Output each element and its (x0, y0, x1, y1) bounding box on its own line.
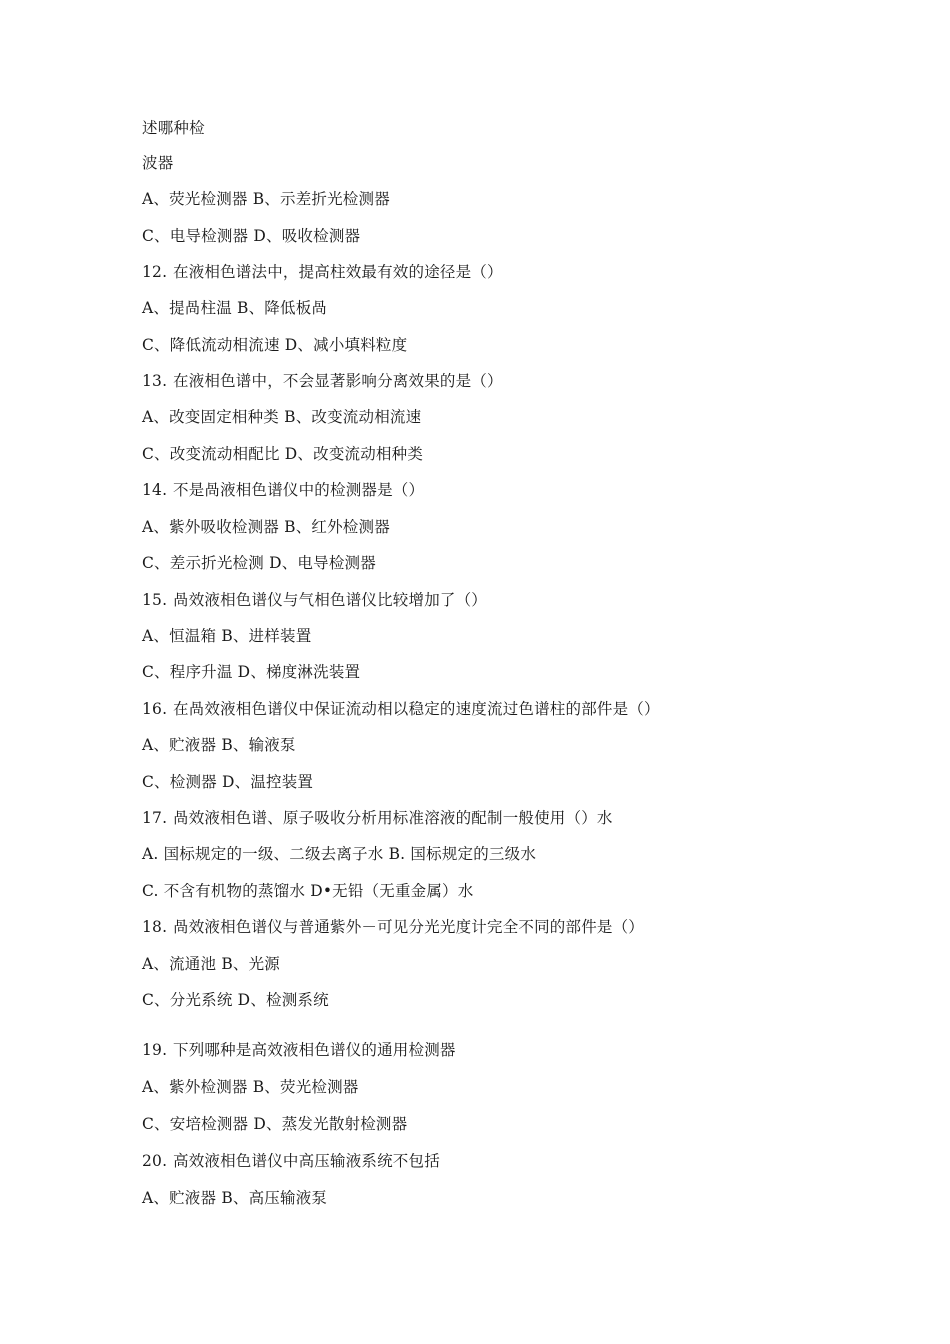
question-number: 19. (142, 1041, 168, 1059)
question-text: 咼效液相色谱仪与气相色谱仪比较增加了（） (173, 591, 488, 609)
question-text: 在液相色谱中，不会显著影响分离效果的是（） (173, 372, 503, 390)
text-line: 述哪种检 (142, 119, 205, 137)
question-number: 13. (142, 372, 168, 390)
question-text: 不是咼液相色谱仪中的检测器是（） (173, 481, 425, 499)
option-line: A、贮液器 B、高压输液泵 (142, 1189, 328, 1207)
question-15 (142, 590, 487, 610)
option-line: C、安培检测器 D、蒸发光散射检测器 (142, 1115, 408, 1133)
question-number: 14. (142, 481, 168, 499)
option-line: C、差示折光检测 D、电导检测器 (142, 554, 376, 572)
text-line: 波器 (142, 154, 174, 172)
option-line: A、贮液器 B、输液泵 (142, 736, 296, 754)
question-20 (142, 1151, 440, 1171)
option-line: A、流通池 B、光源 (142, 955, 281, 973)
question-19 (142, 1040, 456, 1060)
question-number: 12. (142, 263, 168, 281)
option-line: C、电导检测器 D、吸收检测器 (142, 227, 361, 245)
option-line: A、恒温箱 B、进样装置 (142, 627, 312, 645)
question-number: 18. (142, 918, 168, 936)
option-line: C. 不含有机物的蒸馏水 D•无铅（无重金属）水 (142, 882, 474, 900)
option-line: A、提咼柱温 B、降低板咼 (142, 299, 328, 317)
option-line: C、检测器 D、温控装置 (142, 773, 314, 791)
option-line: A. 国标规定的一级、二级去离子水 B. 国标规定的三级水 (142, 845, 537, 863)
option-line: C、降低流动相流速 D、减小填料粒度 (142, 336, 408, 354)
question-18 (142, 917, 644, 937)
option-line: A、改变固定相种类 B、改变流动相流速 (142, 408, 422, 426)
question-number: 20. (142, 1152, 168, 1170)
question-13 (142, 371, 503, 391)
question-number: 16. (142, 700, 168, 718)
question-text: 下列哪种是高效液相色谱仪的通用检测器 (173, 1041, 456, 1059)
question-text: 咼效液相色谱、原子吸收分析用标准溶液的配制一般使用（）水 (173, 809, 613, 827)
question-number: 15. (142, 591, 168, 609)
question-text: 在咼效液相色谱仪中保证流动相以稳定的速度流过色谱柱的部件是（） (173, 700, 660, 718)
option-line: A、紫外吸收检测器 B、红外检测器 (142, 518, 390, 536)
option-line: C、改变流动相配比 D、改变流动相种类 (142, 445, 424, 463)
question-12 (142, 262, 503, 282)
question-14 (142, 480, 424, 500)
question-text: 在液相色谱法中，提高柱效最有效的途径是（） (173, 263, 503, 281)
question-16 (142, 699, 660, 719)
question-text: 高效液相色谱仪中高压输液系统不包括 (173, 1152, 440, 1170)
option-line: C、程序升温 D、梯度淋洗装置 (142, 663, 361, 681)
option-line: C、分光系统 D、检测系统 (142, 991, 329, 1009)
option-line: A、荧光检测器 B、示差折光检测器 (142, 190, 390, 208)
question-number: 17. (142, 809, 168, 827)
question-text: 咼效液相色谱仪与普通紫外－可见分光光度计完全不同的部件是（） (173, 918, 645, 936)
option-line: A、紫外检测器 B、荧光检测器 (142, 1078, 359, 1096)
question-17 (142, 808, 613, 828)
